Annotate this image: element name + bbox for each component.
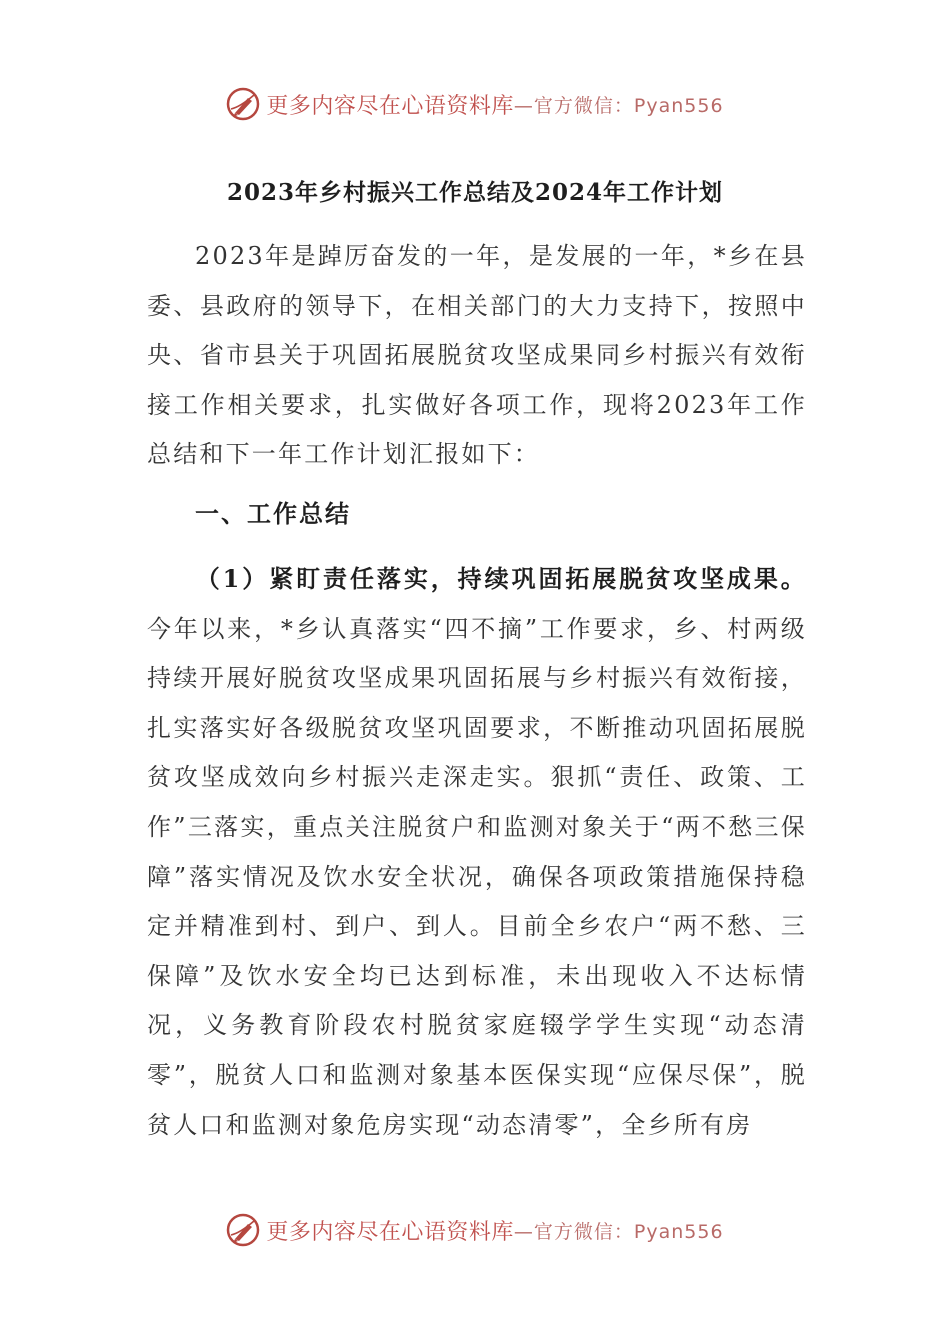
pen-nib-icon	[226, 87, 260, 121]
watermark-contact-text: —官方微信：Pyan556	[513, 1220, 724, 1243]
intro-text: 2023年是踔厉奋发的一年，是发展的一年，*乡在县委、县政府的领导下，在相关部门的大力支持下，按照中央、省市县关于巩固拓展脱贫攻坚成果同乡村振兴有效衔接工作相关要求，扎实做好各项工作，现将2023年工作总结和下一年工作计划汇报如下：	[147, 242, 807, 469]
document-title: 2023年乡村振兴工作总结及2024年工作计划	[226, 179, 724, 206]
paragraph-1-lead: （1）紧盯责任落实，持续巩固拓展脱贫攻坚成果。	[195, 564, 807, 593]
intro-paragraph	[147, 232, 807, 480]
paragraph-1-body: 今年以来，*乡认真落实“四不摘”工作要求，乡、村两级持续开展好脱贫攻坚成果巩固拓展与乡村振兴有效衔接，扎实落实好各级脱贫攻坚巩固要求，不断推动巩固拓展脱贫攻坚成效向乡村振兴走深走实。狠抓“责任、政策、工作”三落实，重点关注脱贫户和监测对象关于“两不愁三保障”落实情况及饮水安全状况，确保各项政策措施保持稳定并精准到村、到户、到人。目前全乡农户“两不愁、三保障”及饮水安全均已达到标准，未出现收入不达标情况，义务教育阶段农村脱贫家庭辍学学生实现“动态清零”，脱贫人口和监测对象基本医保实现“应保尽保”，脱贫人口和监测对象危房实现“动态清零”，全乡所有房	[147, 614, 807, 1139]
paragraph-1	[147, 554, 807, 1150]
watermark-contact-text: —官方微信：Pyan556	[513, 94, 724, 117]
footer-watermark	[0, 1210, 950, 1250]
pen-nib-icon	[226, 1213, 260, 1247]
watermark-lead-text: 更多内容尽在心语资料库	[266, 93, 514, 119]
section-heading: 一、工作总结	[195, 499, 351, 528]
header-watermark	[0, 84, 950, 124]
watermark-lead-text: 更多内容尽在心语资料库	[266, 1219, 514, 1245]
